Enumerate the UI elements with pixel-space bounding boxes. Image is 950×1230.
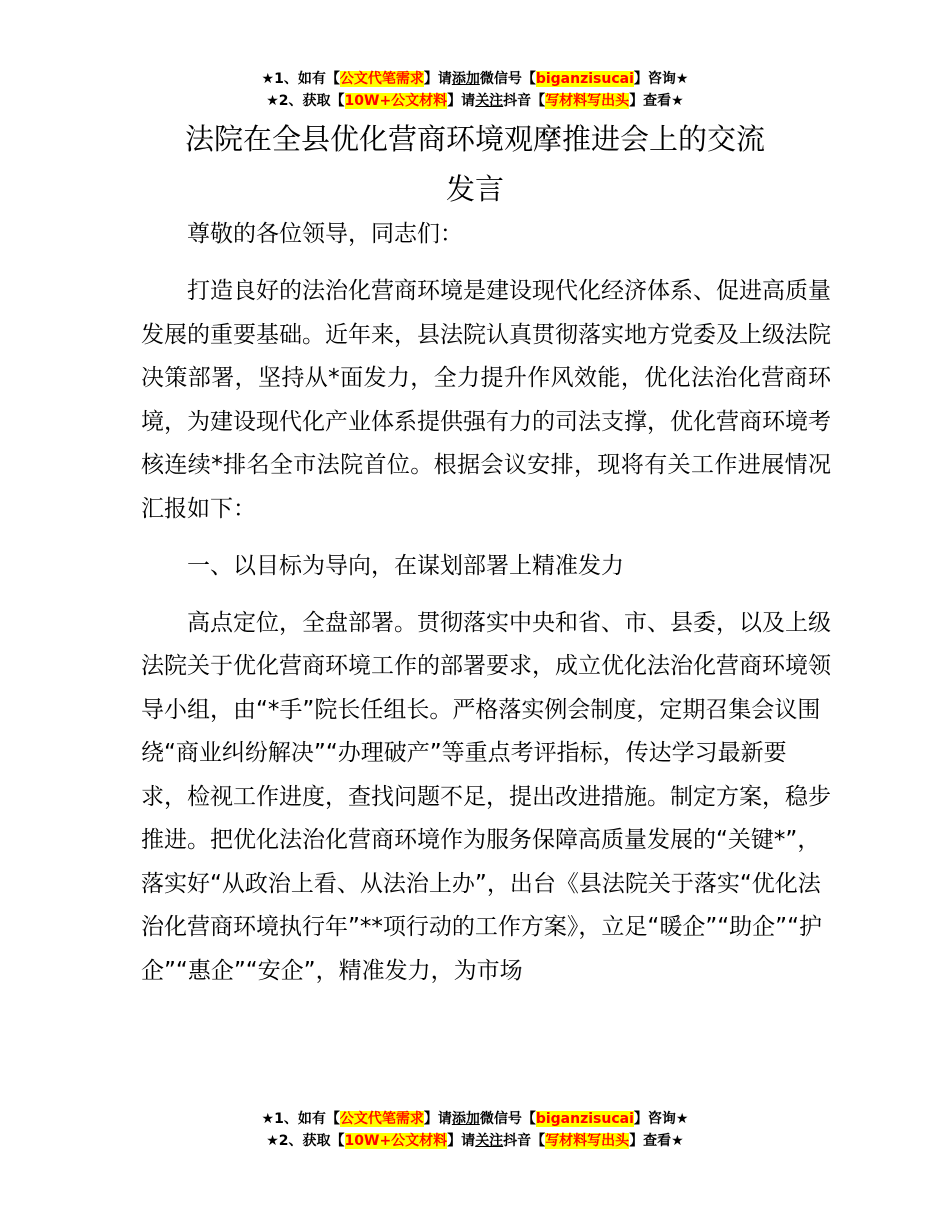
title-line-2: 发言 (445, 172, 504, 206)
highlight-materials: 10W+公文材料 (344, 1133, 448, 1149)
title-line-1: 法院在全县优化营商环境观摩推进会上的交流 (184, 122, 765, 156)
highlight-service: 公文代笔需求 (339, 71, 424, 87)
highlight-wechat-id: biganzisucai (535, 71, 634, 87)
body-paragraph: 打造良好的法治化营商环境是建设现代化经济体系、促进高质量发展的重要基础。近年来，县法院认真贯彻落实地方党委及上级法院决策部署，坚持从*面发力，全力提升作风效能，优化法治化营商环境，为建设现代化产业体系提供强有力的司法支撑，优化营商环境考核连续*排名全市法院首位。根据会议安排，现将有关工作进展情况汇报如下： (141, 278, 831, 522)
banner-line-2: ★2、获取【10W+公文材料】请关注抖音【写材料写出头】查看★ (266, 1133, 684, 1149)
highlight-douyin: 写材料写出头 (545, 93, 630, 109)
highlight-service: 公文代笔需求 (339, 1111, 424, 1127)
highlight-wechat-id: biganzisucai (535, 1111, 634, 1127)
document-body (141, 213, 831, 1007)
salutation: 尊敬的各位领导，同志们： (187, 221, 463, 247)
highlight-douyin: 写材料写出头 (545, 1133, 630, 1149)
section-heading: 一、以目标为导向，在谋划部署上精准发力 (187, 552, 624, 579)
banner-line-1: ★1、如有【公文代笔需求】请添加微信号【biganzisucai】咨询★ (261, 71, 689, 87)
banner-line-2: ★2、获取【10W+公文材料】请关注抖音【写材料写出头】查看★ (266, 93, 684, 109)
header-banner (0, 68, 950, 112)
banner-line-1: ★1、如有【公文代笔需求】请添加微信号【biganzisucai】咨询★ (261, 1111, 689, 1127)
footer-banner (0, 1108, 950, 1152)
document-title (0, 114, 950, 214)
highlight-materials: 10W+公文材料 (344, 93, 448, 109)
body-paragraph: 高点定位，全盘部署。贯彻落实中央和省、市、县委，以及上级法院关于优化营商环境工作的部署要求，成立优化法治化营商环境领导小组，由“*手”院长任组长。严格落实例会制度，定期召集会议围绕“商业纠纷解决”“办理破产”等重点考评指标，传达学习最新要求，检视工作进度，查找问题不足，提出改进措施。制定方案，稳步推进。把优化法治化营商环境作为服务保障高质量发展的“关键*”，落实好“从政治上看、从法治上办”，出台《县法院关于落实“优化法治化营商环境执行年”**项行动的工作方案》，立足“暖企”“助企”“护企”“惠企”“安企”，精准发力，为市场 (141, 609, 831, 984)
